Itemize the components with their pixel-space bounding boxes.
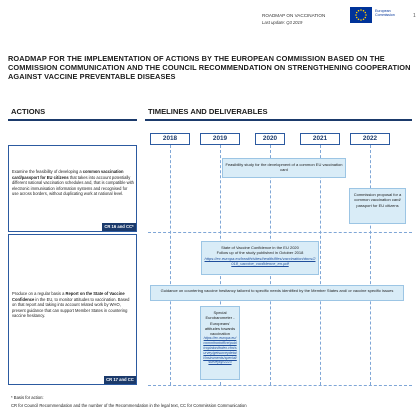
page-title: ROADMAP FOR THE IMPLEMENTATION OF ACTIONS BY THE EUROPEAN COMMISSION BASED ON THE COMMISSION COMMUNICATION AND THE COUNCIL RECOMMENDATION ON STRENGTHENING COOPERATION AGAINST VACCINE PREVENTABLE DISEASES <box>8 54 411 82</box>
year-header-2019: 2019 <box>200 133 240 145</box>
deliverable-feasibility-study: Feasibility study for the development of a common EU vaccination card <box>222 158 346 178</box>
footnote-legend: CR for Council Recommendation and the number of the Recommendation in the legal text, CC for Commission Communication <box>11 403 247 408</box>
grid-line <box>148 232 412 233</box>
org-name: European Commission <box>375 9 395 18</box>
action-card <box>8 234 137 385</box>
year-header-2021: 2021 <box>300 133 340 145</box>
grid-line <box>320 145 321 385</box>
basis-tag: CR 17 and CC <box>104 376 136 384</box>
grid-line <box>370 145 371 385</box>
deliverable-commission-proposal: Commission proposal for a common vaccination card/ passport for EU citizens <box>349 188 406 224</box>
eurobarometer-link[interactable]: https://ec.europa.eu/commfrontoffice/publicopinion/index.cfm/survey/getsurveydetail/instruments/special/surveyky/2223 <box>203 336 237 365</box>
action-card <box>8 145 137 232</box>
action-description: Produce on a regular basis a Report on the State of Vaccine Confidence in the EU, to monitor attitudes to vaccination. Based on that report and taking into account related work by WHO, present guidance that can support Member States in countering vaccine hesitancy. <box>12 291 130 318</box>
action-description: Examine the feasibility of developing a common vaccination card/passport for EU citizens that takes into account potentially different national vaccination schedules and, that is compatible with electronic immunisation information systems and recognised for use across borders, without duplicating work at national level. <box>12 169 134 196</box>
header-doc-title: ROADMAP ON VACCINATION <box>262 13 326 18</box>
deliverable-line: Special Eurobarometer - Europeans' attitudes towards vaccination <box>204 310 236 337</box>
basis-tag: CR 16 and CC* <box>102 223 136 231</box>
eu-flag-logo-icon <box>350 7 372 23</box>
deliverable-guidance: Guidance on countering vaccine hesitancy tailored to specific needs identified by the Member States and/ or vaccine specific issues <box>150 285 404 301</box>
year-header-2022: 2022 <box>350 133 390 145</box>
header-last-update: Last update: Q3 2019 <box>262 20 303 25</box>
page-number: 1 <box>413 13 416 19</box>
section-divider <box>145 119 412 121</box>
grid-line <box>148 385 412 386</box>
report-link[interactable]: https://ec.europa.eu/health/sites/health/files/vaccination/docs/2018_vaccine_confidence_en.pdf <box>204 255 316 266</box>
year-header-2018: 2018 <box>150 133 190 145</box>
footnote-basis: * Basis for action: <box>11 395 44 400</box>
deliverable-line: Follow up of the study published in October 2018 <box>216 250 304 256</box>
deliverable-confidence-report <box>201 241 319 275</box>
section-heading-actions: ACTIONS <box>11 107 46 116</box>
section-divider <box>8 119 137 121</box>
section-heading-timelines: TIMELINES AND DELIVERABLES <box>148 107 268 116</box>
year-header-2020: 2020 <box>255 133 285 145</box>
deliverable-eurobarometer <box>200 306 240 380</box>
deliverable-line: State of Vaccine Confidence in the EU 2020 <box>221 245 299 250</box>
grid-line <box>170 145 171 385</box>
